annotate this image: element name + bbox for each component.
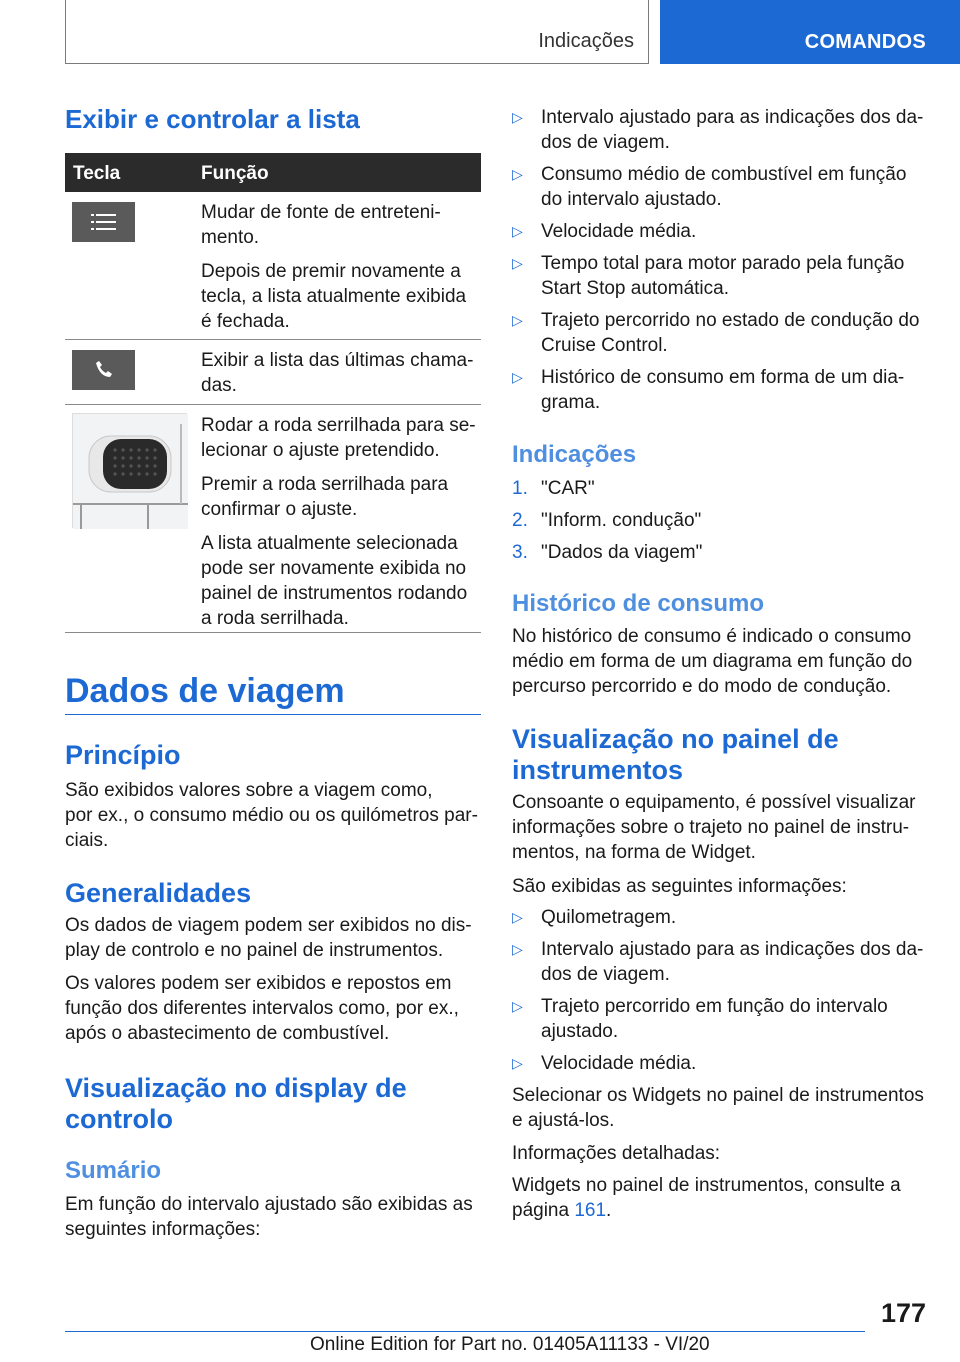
heading-indicacoes: Indicações	[512, 441, 637, 468]
paragraph-closing-1: Selecionar os Widgets no painel de instrumentos e ajustá-los.	[512, 1085, 924, 1131]
table-row	[65, 405, 481, 633]
triangle-bullet-icon: ▷	[512, 109, 523, 125]
col-header-key: Tecla	[73, 163, 121, 184]
heading-historico: Histórico de consumo	[512, 590, 765, 617]
chapter-title: Dados de viagem	[65, 672, 345, 710]
thumbwheel-image	[72, 413, 187, 528]
col-header-function: Função	[201, 163, 269, 184]
paragraph-painel-1: Consoante o equipamento, é possível visualizar informações sobre o trajeto no painel de instru- mentos, na forma de Widget.	[512, 792, 916, 863]
tab-comandos-label: COMANDOS	[804, 31, 926, 53]
paragraph-painel-2: São exibidas as seguintes informações:	[512, 876, 847, 897]
paragraph-historico: No histórico de consumo é indicado o consumo médio em forma de um diagrama em função do percurso percorrido e do modo de condução.	[512, 626, 913, 697]
list-item-text: Velocidade média.	[541, 1053, 697, 1074]
list-item-text: Intervalo ajustado para as indicações dos da- dos de viagem.	[541, 107, 924, 153]
list-item-text: Tempo total para motor parado pela função Start Stop automática.	[541, 253, 905, 299]
tab-comandos[interactable]	[660, 0, 960, 64]
table-row	[65, 340, 481, 405]
paragraph-sumario: Em função do intervalo ajustado são exibidas as seguintes informações:	[65, 1194, 473, 1240]
triangle-bullet-icon: ▷	[512, 312, 523, 328]
triangle-bullet-icon: ▷	[512, 255, 523, 271]
row-2-text: Exibir a lista das últimas chama- das.	[201, 350, 474, 396]
page-link[interactable]: 161	[574, 1200, 607, 1221]
list-item-text: Quilometragem.	[541, 907, 677, 928]
list-item-text: Histórico de consumo em forma de um dia- grama.	[541, 367, 905, 413]
phone-icon	[72, 350, 135, 390]
tab-indicacoes[interactable]	[65, 0, 649, 64]
page-header	[0, 0, 960, 66]
footer-edition: Online Edition for Part no. 01405A11133 - VI/20	[310, 1334, 710, 1355]
list-item-text: Consumo médio de combustível em função do intervalo ajustado.	[541, 164, 907, 210]
table-row	[65, 192, 481, 340]
paragraph-generalidades-1: Os dados de viagem podem ser exibidos no dis- play de controlo e no painel de instrumentos.	[65, 915, 472, 961]
heading-generalidades: Generalidades	[65, 878, 252, 908]
heading-visualizacao-painel: Visualização no painel de instrumentos	[512, 724, 839, 785]
table-header	[65, 153, 481, 192]
row-3-text: Rodar a roda serrilhada para se- lecionar o ajuste pretendido. Premir a roda serrilhada para confirmar o ajuste. A lista atualmente selecionada pode ser novamente exibida no painel de instrumentos rodando a roda serrilhada.	[201, 415, 476, 629]
list-item-text: Trajeto percorrido no estado de condução do Cruise Control.	[541, 310, 920, 356]
paragraph-generalidades-2: Os valores podem ser exibidos e repostos em função dos diferentes intervalos como, por ex., após o abastecimento de combustível.	[65, 973, 459, 1044]
paragraph-closing-2: Informações detalhadas:	[512, 1143, 721, 1164]
page-number: 177	[880, 1298, 926, 1328]
heading-principio: Princípio	[65, 740, 181, 770]
triangle-bullet-icon: ▷	[512, 369, 523, 385]
triangle-bullet-icon: ▷	[512, 166, 523, 182]
list-item-text: Velocidade média.	[541, 221, 697, 242]
triangle-bullet-icon: ▷	[512, 998, 523, 1014]
triangle-bullet-icon: ▷	[512, 223, 523, 239]
footer-rule	[65, 1331, 865, 1332]
list-item-text: Trajeto percorrido em função do intervalo ajustado.	[541, 996, 888, 1042]
section-title-lista: Exibir e controlar a lista	[65, 104, 360, 134]
tab-indicacoes-label: Indicações	[538, 30, 634, 52]
key-function-table	[65, 153, 481, 633]
triangle-bullet-icon: ▷	[512, 941, 523, 957]
triangle-bullet-icon: ▷	[512, 909, 523, 925]
paragraph-closing-3: Widgets no painel de instrumentos, consulte a página 161.	[512, 1175, 901, 1221]
heading-visualizacao-display: Visualização no display de controlo	[65, 1073, 407, 1134]
row-1-text: Mudar de fonte de entreteni- mento. Depois de premir novamente a tecla, a lista atualmente exibida é fechada.	[201, 202, 467, 332]
triangle-bullet-icon: ▷	[512, 1055, 523, 1071]
chapter-rule	[65, 714, 481, 715]
heading-sumario: Sumário	[65, 1157, 162, 1184]
list-item-text: Intervalo ajustado para as indicações dos da- dos de viagem.	[541, 939, 924, 985]
paragraph-principio: São exibidos valores sobre a viagem como, por ex., o consumo médio ou os quilómetros par- ciais.	[65, 780, 478, 851]
list-menu-icon	[72, 202, 135, 242]
